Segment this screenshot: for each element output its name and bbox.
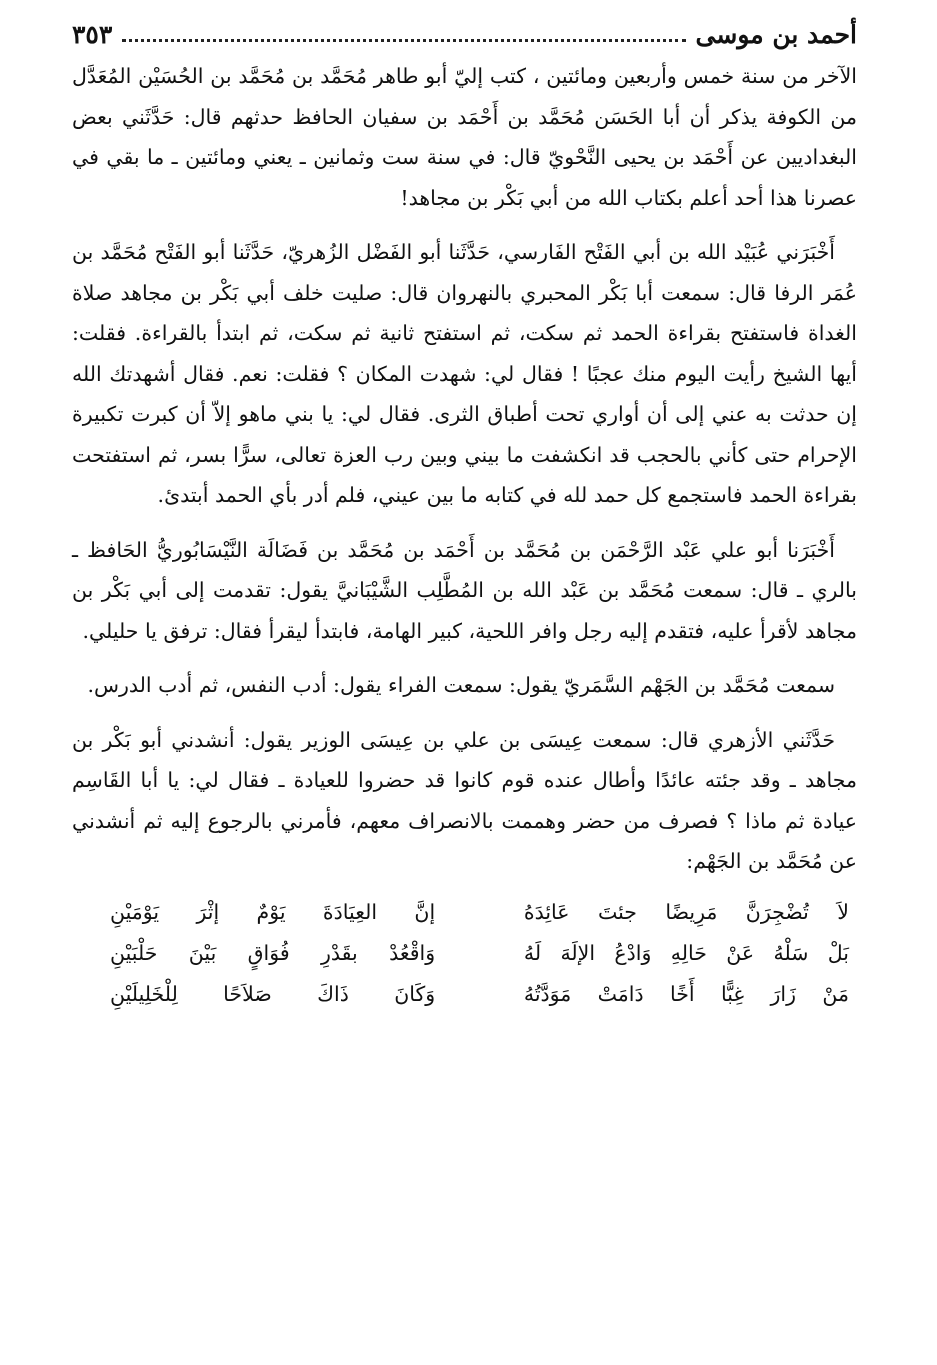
paragraph-mahbari-narration: أَخْبَرَني عُبَيْد الله بن أبي الفَتْح الفَارسي، حَدَّثَنا أبو الفَضْل الزُهريّ، حَدَّثَنا أبو الفَتْح مُحَمَّد بن عُمَر الرفا قال: سمعت أبا بَكْر المحبري بالنهروان قال: صليت خلف أبي بَكْر بن مجاهد صلاة الغداة فاستفتح بقراءة الحمد ثم سكت، ثم استفتح ثانية ثم سكت، ثم ابتدأ بالقراءة. فقلت: أيها الشيخ رأيت اليوم منك عجبًا ! فقال لي: شهدت المكان ؟ فقلت: نعم. فقال أشهدتك الله إن حدثت به عني إلى أن أواري تحت أطباق الثرى. فقال لي: يا بني ماهو إلاّ أن كبرت تكبيرة الإحرام حتى كأني بالحجب قد انكشفت ما بيني وبين رب العزة تعالى، سرًّا بسر، ثم استفتحت بقراءة الحمد فاستجمع كل حمد لله في كتابه ما بين عيني، فلم أدر بأي الحمد أبتدئ. [72, 240, 857, 507]
page-number: ٣٥٣ [72, 19, 113, 49]
paragraph-naysaburi-narration: أَخْبَرَنا أبو علي عَبْد الرَّحْمَن بن مُحَمَّد بن أَحْمَد بن مُحَمَّد بن فَضَالَة النَّيْسَابُوريُّ الحَافظ ـ بالري ـ قال: سمعت مُحَمَّد بن عَبْد الله بن المُطَّلِب الشَّيْبَانيَّ يقول: تقدمت إلى أبي بَكْر بن مجاهد لأقرأ عليه، فتقدم إليه رجل وافر اللحية، كبير الهامة، فابتدأ ليقرأ فقال: ترفق يا حليلي. [72, 537, 857, 643]
book-page [72, 12, 857, 1345]
poem-verse [72, 892, 857, 933]
paragraph-azhari-narration: حَدَّثَني الأزهري قال: سمعت عِيسَى بن علي بن عِيسَى الوزير يقول: أنشدني أبو بَكْر بن مجاهد ـ وقد جئته عائدًا وأطال عنده قوم كانوا قد حضروا للعيادة ـ فقال لي: يا أبا القَاسِم عيادة ثم ماذا ؟ فصرف من حضر وهممت بالانصراف معهم، فأمرني بالرجوع إليه ثم أنشدني عن مُحَمَّد بن الجَهْم: [72, 727, 857, 873]
poem-first-hemistich: بَلْ سَلْهُ عَنْ حَالِهِ وَادْعُ الإلَهَ لَهُ [523, 940, 849, 965]
poem-first-hemistich: مَنْ زَارَ غِبًّا أَخًا دَامَتْ مَوَدَّتُهُ [523, 981, 849, 1006]
poem-second-hemistich: إنَّ العِيَادَةَ يَوْمٌ إثْرَ يَوْمَيْنِ [110, 899, 436, 924]
poem-second-hemistich: وَاقْعُدْ بقَدْرِ فُوَاقٍ بَيْنَ حَلْبَيْنِ [110, 940, 436, 965]
poem [72, 892, 857, 1015]
body-text [72, 56, 857, 882]
poem-second-hemistich: وَكَانَ ذَاكَ صَلاَحًا لِلْخَلِيلَيْنِ [110, 981, 436, 1006]
running-header [72, 12, 857, 56]
poem-first-hemistich: لاَ تُضْجِرَنَّ مَرِيضًا جئتَ عَائِدَهُ [523, 899, 849, 924]
paragraph-farra-saying: سمعت مُحَمَّد بن الجَهْم السَّمَريّ يقول: سمعت الفراء يقول: أدب النفس، ثم أدب الدرس. [87, 673, 835, 697]
running-title: أحمد بن موسى [695, 19, 857, 49]
poem-verse [72, 933, 857, 974]
header-dotted-leader [122, 39, 685, 42]
paragraph-continuation: الآخر من سنة خمس وأربعين ومائتين ، كتب إليّ أبو طاهر مُحَمَّد بن مُحَمَّد بن الحُسَيْن المُعَدَّل من الكوفة يذكر أن أبا الحَسَن مُحَمَّد بن أَحْمَد بن سفيان الحافظ حدثهم قال: حَدَّثَني بعض البغداديين عن أَحْمَد بن يحيى النَّحْويّ قال: في سنة ست وثمانين ـ يعني ومائتين ـ ما بقي في عصرنا هذا أحد أعلم بكتاب الله من أبي بَكْر بن مجاهد! [72, 64, 857, 210]
poem-verse [72, 974, 857, 1015]
